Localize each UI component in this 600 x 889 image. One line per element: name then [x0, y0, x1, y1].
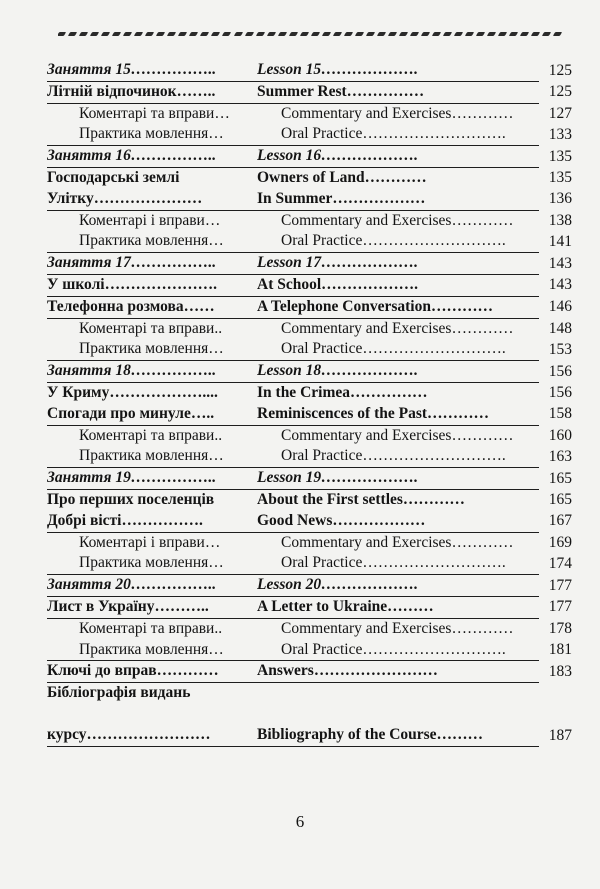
- toc-ukrainian-entry: Заняття 17……………..: [47, 253, 257, 275]
- toc-row: [47, 253, 572, 275]
- toc-ukrainian-entry: Бібліографія видань: [47, 684, 191, 702]
- ornament-dash: [432, 32, 441, 36]
- toc-english-entry: Oral Practice……………………….: [257, 231, 539, 252]
- ornament-dash: [68, 32, 77, 36]
- toc-page-number: 165: [548, 469, 572, 487]
- toc-page-number: 125: [548, 83, 572, 101]
- toc-row: [47, 596, 572, 618]
- toc-english-entry: Good News………………: [257, 511, 539, 532]
- toc-english-entry: A Letter to Ukraine………: [257, 596, 539, 618]
- toc-row: [47, 318, 572, 339]
- toc-row: [47, 167, 572, 188]
- ornament-dash: [553, 32, 562, 36]
- toc-page-number: 156: [548, 362, 572, 380]
- ornament-dash: [366, 32, 375, 36]
- ornament-dash: [222, 32, 231, 36]
- toc-english-entry: Summer Rest……………: [257, 81, 539, 103]
- toc-page-number: 178: [548, 619, 572, 637]
- ornament-dash: [531, 32, 540, 36]
- toc-english-entry: Lesson 20……………….: [257, 575, 539, 597]
- toc-row: [47, 618, 572, 639]
- ornament-dash: [465, 32, 474, 36]
- toc-english-entry: Reminiscences of the Past…………: [257, 404, 539, 425]
- toc-row: [47, 231, 572, 252]
- toc-row: [47, 446, 572, 467]
- toc-ukrainian-entry: Добрі вісті…………….: [47, 511, 257, 532]
- toc-ukrainian-entry: Літній відпочинок……..: [47, 81, 257, 103]
- toc-english-entry: A Telephone Conversation…………: [257, 296, 539, 318]
- toc-ukrainian-entry: Заняття 18……………..: [47, 361, 257, 383]
- ornament-dash: [255, 32, 264, 36]
- toc-english-entry: Answers……………………: [257, 661, 539, 683]
- toc-row: [47, 704, 572, 747]
- toc-english-entry: Commentary and Exercises…………: [281, 533, 514, 551]
- toc-row: [47, 339, 572, 360]
- toc-page-number: 133: [548, 125, 572, 143]
- ornament-dash: [476, 32, 485, 36]
- toc-ukrainian-entry: Коментарі та вправи..: [79, 426, 223, 444]
- toc-row: [47, 661, 572, 683]
- toc-row: [47, 124, 572, 145]
- toc-row: [47, 189, 572, 210]
- toc-english-entry: About the First settles…………: [257, 490, 465, 508]
- toc-ukrainian-entry: Коментарі та вправи…: [79, 104, 230, 122]
- toc-row: [47, 468, 572, 490]
- toc-page-number: 127: [548, 104, 572, 122]
- toc-page-number: 163: [548, 447, 572, 465]
- toc-page-number: 141: [548, 232, 572, 250]
- ornament-dash: [355, 32, 364, 36]
- toc-row: [47, 103, 572, 124]
- toc-page-number: 125: [548, 61, 572, 79]
- ornament-dash: [421, 32, 430, 36]
- toc-english-entry: Commentary and Exercises…………: [281, 211, 514, 229]
- toc-english-entry: Oral Practice……………………….: [257, 553, 539, 574]
- toc-page-number: 183: [548, 662, 572, 680]
- ornament-dash: [333, 32, 342, 36]
- ornament-dash: [79, 32, 88, 36]
- toc-row: [47, 683, 572, 704]
- ornament-dash: [487, 32, 496, 36]
- ornament-dash: [145, 32, 154, 36]
- toc-page-number: 167: [548, 512, 572, 530]
- toc-ukrainian-entry: Практика мовлення…: [47, 640, 257, 661]
- toc-page-number: 146: [548, 298, 572, 316]
- toc-page-number: 160: [548, 426, 572, 444]
- ornament-dash: [211, 32, 220, 36]
- toc-english-entry: In the Crimea……………: [257, 383, 428, 401]
- toc-ukrainian-entry: Коментарі і вправи…: [79, 533, 221, 551]
- toc-row: [47, 210, 572, 231]
- toc-english-entry: Bibliography of the Course………: [257, 704, 539, 747]
- toc-ukrainian-entry: Ключі до вправ…………: [47, 661, 257, 683]
- toc-english-entry: Lesson 18……………….: [257, 361, 539, 383]
- toc-ukrainian-entry: Практика мовлення…: [47, 553, 257, 574]
- ornament-dash: [244, 32, 253, 36]
- toc-page-number: 148: [548, 319, 572, 337]
- toc-ukrainian-entry: У школі………………….: [47, 274, 257, 296]
- ornament-dash: [520, 32, 529, 36]
- toc-row: [47, 575, 572, 597]
- toc-ukrainian-entry: Коментарі і вправи…: [79, 211, 221, 229]
- ornament-dash: [58, 32, 66, 36]
- toc-page-number: 165: [548, 490, 572, 508]
- toc-ukrainian-entry: Телефонна розмова……: [47, 296, 257, 318]
- toc-ukrainian-entry: Улітку…………………: [47, 189, 257, 210]
- toc-page-number: 135: [548, 168, 572, 186]
- toc-english-entry: Commentary and Exercises…………: [281, 104, 514, 122]
- ornament-dash: [90, 32, 99, 36]
- toc-row: [47, 404, 572, 425]
- ornament-dash: [178, 32, 187, 36]
- toc-english-entry: In Summer………………: [257, 189, 539, 210]
- toc-english-entry: Lesson 16……………….: [257, 146, 539, 168]
- toc-page-number: 156: [548, 383, 572, 401]
- ornament-dash: [322, 32, 331, 36]
- toc-row: [47, 511, 572, 532]
- toc-page-number: 136: [548, 190, 572, 208]
- toc-page-number: 138: [548, 211, 572, 229]
- toc-row: [47, 532, 572, 553]
- ornament-dash: [410, 32, 419, 36]
- ornament-dash: [289, 32, 298, 36]
- top-ornament: [58, 28, 562, 40]
- toc-page-number: 158: [548, 405, 572, 423]
- toc-ukrainian-entry: Практика мовлення…: [47, 231, 257, 252]
- toc-english-entry: Oral Practice……………………….: [257, 339, 539, 360]
- toc-ukrainian-entry: Заняття 19……………..: [47, 468, 257, 490]
- toc-row: [47, 425, 572, 446]
- toc-row: [47, 382, 572, 403]
- toc-page-number: 177: [548, 598, 572, 616]
- toc-page-number: [539, 683, 572, 704]
- ornament-dash: [156, 32, 165, 36]
- ornament-dash: [509, 32, 518, 36]
- ornament-dash: [454, 32, 463, 36]
- page-number: 6: [295, 812, 305, 831]
- table-of-contents: [47, 60, 572, 747]
- toc-page-number: 177: [548, 576, 572, 594]
- ornament-dash: [388, 32, 397, 36]
- ornament-dash: [443, 32, 452, 36]
- toc-ukrainian-entry: Лист в Україну………..: [47, 596, 257, 618]
- toc-page-number: 181: [548, 641, 572, 659]
- toc-ukrainian-entry: У Криму………………....: [47, 383, 218, 401]
- toc-english-entry: Commentary and Exercises…………: [281, 319, 514, 337]
- toc-ukrainian-entry: Коментарі та вправи..: [79, 319, 223, 337]
- toc-english-entry: Oral Practice……………………….: [257, 124, 539, 145]
- toc-ukrainian-entry: Заняття 20……………..: [47, 575, 257, 597]
- toc-ukrainian-entry: Заняття 16……………..: [47, 146, 257, 168]
- ornament-dash: [112, 32, 121, 36]
- toc-ukrainian-entry: Практика мовлення…: [47, 124, 257, 145]
- toc-row: [47, 274, 572, 296]
- toc-ukrainian-entry: Господарські землі: [47, 168, 180, 186]
- toc-row: [47, 489, 572, 510]
- toc-english-entry: Lesson 15……………….: [257, 60, 539, 81]
- ornament-dash: [167, 32, 176, 36]
- toc-row: [47, 296, 572, 318]
- toc-row: [47, 146, 572, 168]
- toc-ukrainian-entry: Заняття 15……………..: [47, 60, 257, 81]
- ornament-dash: [200, 32, 209, 36]
- ornament-dash: [266, 32, 275, 36]
- toc-row: [47, 640, 572, 661]
- ornament-dash: [399, 32, 408, 36]
- toc-english-entry: Commentary and Exercises…………: [281, 619, 514, 637]
- toc-english-entry: Oral Practice……………………….: [257, 446, 539, 467]
- toc-page-number: 153: [548, 340, 572, 358]
- toc-ukrainian-entry: курсу……………………: [47, 704, 257, 747]
- toc-page-number: 187: [548, 726, 572, 744]
- toc-english-entry: Lesson 19……………….: [257, 468, 539, 490]
- toc-row: [47, 81, 572, 103]
- ornament-dash: [377, 32, 386, 36]
- toc-page-number: 169: [548, 533, 572, 551]
- ornament-dash: [344, 32, 353, 36]
- toc-english-entry: At School……………….: [257, 274, 539, 296]
- toc-english-entry: Lesson 17……………….: [257, 253, 539, 275]
- ornament-dash: [311, 32, 320, 36]
- toc-english-entry: [257, 683, 539, 704]
- ornament-dash: [233, 32, 242, 36]
- toc-page-number: 143: [548, 254, 572, 272]
- toc-english-entry: Owners of Land…………: [257, 168, 427, 186]
- toc-row: [47, 60, 572, 81]
- toc-ukrainian-entry: Про перших поселенців: [47, 490, 215, 508]
- ornament-dash: [123, 32, 132, 36]
- toc-page-number: 135: [548, 147, 572, 165]
- toc-ukrainian-entry: Практика мовлення…: [47, 339, 257, 360]
- toc-ukrainian-entry: Спогади про минуле…..: [47, 404, 257, 425]
- toc-row: [47, 553, 572, 574]
- ornament-dash: [189, 32, 198, 36]
- ornament-dash: [277, 32, 286, 36]
- toc-english-entry: Commentary and Exercises…………: [281, 426, 514, 444]
- ornament-dash: [498, 32, 507, 36]
- ornament-dash: [134, 32, 143, 36]
- toc-page-number: 143: [548, 276, 572, 294]
- ornament-dash: [542, 32, 551, 36]
- toc-english-entry: Oral Practice……………………….: [257, 640, 539, 661]
- ornament-dash: [101, 32, 110, 36]
- toc-ukrainian-entry: Практика мовлення…: [47, 446, 257, 467]
- ornament-dash: [300, 32, 309, 36]
- toc-ukrainian-entry: Коментарі та вправи..: [79, 619, 223, 637]
- toc-page-number: 174: [548, 554, 572, 572]
- toc-row: [47, 361, 572, 383]
